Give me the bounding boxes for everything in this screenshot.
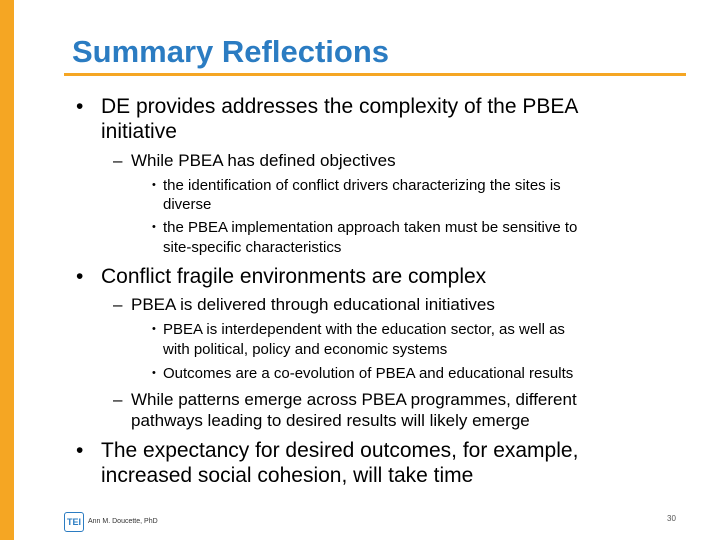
bullet-1-1-a-line-1: the identification of conflict drivers characterizing the sites is: [163, 177, 561, 194]
small-bullet-marker: •: [152, 367, 156, 379]
bullet-3-line-2: increased social cohesion, will take time: [101, 464, 474, 487]
dash-marker: –: [113, 151, 123, 170]
title-underline: [64, 73, 686, 76]
bullet-2-1: PBEA is delivered through educational initiatives: [131, 295, 495, 314]
small-bullet-marker: •: [152, 179, 156, 191]
bullet-2-1-a-line-2: with political, policy and economic systems: [163, 341, 448, 358]
dash-marker: –: [113, 390, 123, 409]
bullet-3-line-1: The expectancy for desired outcomes, for example,: [101, 439, 579, 462]
bullet-1-1-a-line-2: diverse: [163, 196, 212, 213]
bullet-marker: •: [76, 265, 84, 288]
dash-marker: –: [113, 295, 123, 314]
bullet-1-1-b-line-2: site-specific characteristics: [163, 239, 342, 256]
page-number: 30: [667, 514, 676, 523]
bullet-marker: •: [76, 439, 84, 462]
footer-author: Ann M. Doucette, PhD: [88, 518, 158, 525]
bullet-2-1-a-line-1: PBEA is interdependent with the education sector, as well as: [163, 321, 565, 338]
bullet-2-2-line-1: While patterns emerge across PBEA programmes, different: [131, 390, 577, 409]
accent-bar: [0, 0, 14, 540]
slide-title: Summary Reflections: [72, 34, 389, 69]
small-bullet-marker: •: [152, 221, 156, 233]
tei-logo: TEI: [64, 512, 84, 532]
bullet-1-line-1: DE provides addresses the complexity of the PBEA: [101, 95, 579, 118]
bullet-1-1-b-line-1: the PBEA implementation approach taken must be sensitive to: [163, 219, 578, 236]
bullet-2-1-b: Outcomes are a co-evolution of PBEA and educational results: [163, 365, 574, 382]
bullet-marker: •: [76, 95, 84, 118]
bullet-2-2-line-2: pathways leading to desired results will likely emerge: [131, 411, 530, 430]
bullet-2: Conflict fragile environments are complex: [101, 265, 487, 288]
small-bullet-marker: •: [152, 323, 156, 335]
bullet-1-1: While PBEA has defined objectives: [131, 151, 396, 170]
bullet-1-line-2: initiative: [101, 120, 177, 143]
